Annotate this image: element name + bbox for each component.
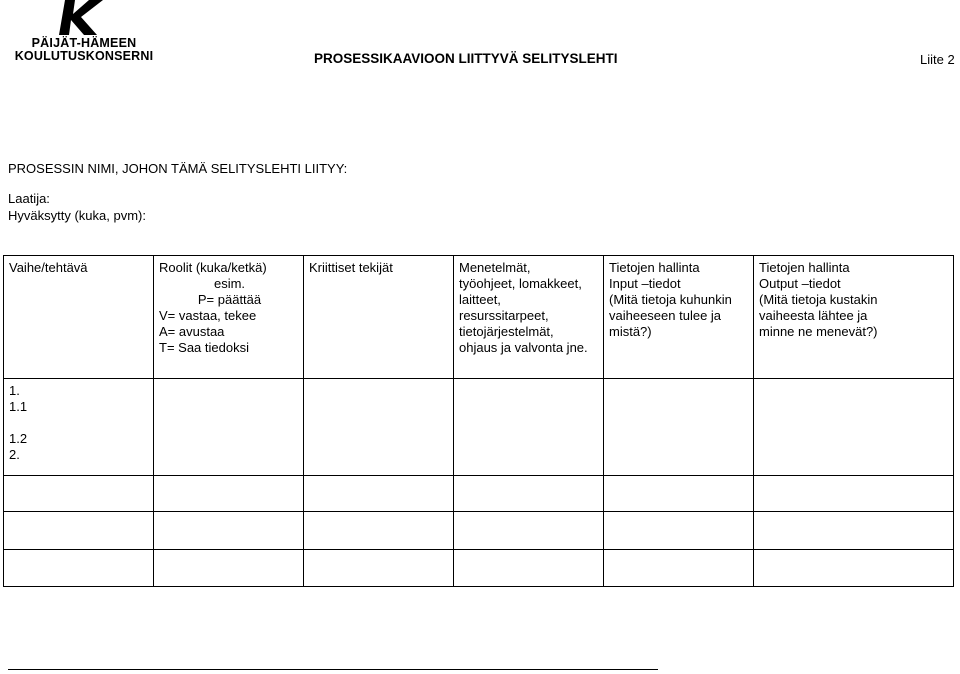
table-cell[interactable] bbox=[304, 476, 454, 512]
table-cell[interactable] bbox=[4, 550, 154, 587]
table-row bbox=[4, 512, 954, 550]
header-output-line: vaiheesta lähtee ja bbox=[759, 308, 868, 323]
process-table bbox=[3, 255, 954, 587]
header-methods-line: ohjaus ja valvonta jne. bbox=[459, 340, 588, 355]
table-cell[interactable] bbox=[604, 379, 754, 476]
table-cell[interactable] bbox=[154, 379, 304, 476]
table-cell[interactable] bbox=[304, 550, 454, 587]
table-cell[interactable] bbox=[754, 550, 954, 587]
header-phase-text: Vaihe/tehtävä bbox=[9, 260, 88, 275]
process-name-label: PROSESSIN NIMI, JOHON TÄMÄ SELITYSLEHTI LIITYY: bbox=[8, 161, 348, 176]
header-critical bbox=[304, 256, 454, 379]
header-input-line: Tietojen hallinta bbox=[609, 260, 700, 275]
header-output bbox=[754, 256, 954, 379]
header-input-line: vaiheeseen tulee ja bbox=[609, 308, 722, 323]
logo-text-line2: KOULUTUSKONSERNI bbox=[14, 49, 154, 63]
logo-k-mark-icon bbox=[51, 0, 111, 35]
table-cell[interactable] bbox=[454, 476, 604, 512]
header-methods-line: laitteet, bbox=[459, 292, 501, 307]
table-cell[interactable] bbox=[604, 550, 754, 587]
header-output-line: minne ne menevät?) bbox=[759, 324, 878, 339]
table-cell[interactable] bbox=[604, 512, 754, 550]
header-roles-line: esim. bbox=[213, 276, 246, 291]
header-methods-line: työohjeet, lomakkeet, bbox=[459, 276, 582, 291]
header-input-line: (Mitä tietoja kuhunkin bbox=[609, 292, 732, 307]
header-roles-line: T= Saa tiedoksi bbox=[159, 340, 249, 355]
table-cell[interactable] bbox=[454, 550, 604, 587]
table-cell[interactable] bbox=[4, 476, 154, 512]
table-cell[interactable] bbox=[754, 379, 954, 476]
table-row bbox=[4, 550, 954, 587]
table-cell[interactable] bbox=[604, 476, 754, 512]
header-methods-line: tietojärjestelmät, bbox=[459, 324, 554, 339]
header-roles-line: V= vastaa, tekee bbox=[159, 308, 257, 323]
header-output-line: Output –tiedot bbox=[759, 276, 841, 291]
table-cell[interactable] bbox=[454, 379, 604, 476]
table-cell[interactable] bbox=[754, 476, 954, 512]
header-roles-line: P= päättää bbox=[197, 292, 262, 307]
header-input-line: mistä?) bbox=[609, 324, 652, 339]
header-input bbox=[604, 256, 754, 379]
header-critical-text: Kriittiset tekijät bbox=[309, 260, 393, 275]
table-cell[interactable] bbox=[154, 512, 304, 550]
table-cell[interactable] bbox=[154, 476, 304, 512]
row-number: 2. bbox=[9, 447, 20, 462]
header-methods bbox=[454, 256, 604, 379]
organization-logo bbox=[9, 0, 159, 66]
table-cell[interactable] bbox=[4, 512, 154, 550]
author-label: Laatija: bbox=[8, 191, 50, 206]
row-number: 1.1 bbox=[9, 399, 28, 414]
document-title: PROSESSIKAAVIOON LIITTYVÄ SELITYSLEHTI bbox=[314, 51, 618, 66]
header-output-line: Tietojen hallinta bbox=[759, 260, 850, 275]
logo-text-line1: PÄIJÄT-HÄMEEN bbox=[31, 36, 137, 50]
table-cell[interactable] bbox=[154, 550, 304, 587]
header-methods-line: resurssitarpeet, bbox=[459, 308, 549, 323]
row-number: 1.2 bbox=[9, 431, 28, 446]
footer-divider bbox=[8, 669, 658, 670]
header-roles bbox=[154, 256, 304, 379]
header-output-line: (Mitä tietoja kustakin bbox=[759, 292, 878, 307]
attachment-label: Liite 2 bbox=[920, 52, 955, 67]
table-row bbox=[4, 379, 954, 476]
header-methods-line: Menetelmät, bbox=[459, 260, 531, 275]
header-roles-line: Roolit (kuka/ketkä) bbox=[159, 260, 267, 275]
table-cell[interactable] bbox=[754, 512, 954, 550]
table-cell[interactable] bbox=[454, 512, 604, 550]
header-roles-line: A= avustaa bbox=[159, 324, 225, 339]
header-input-line: Input –tiedot bbox=[609, 276, 681, 291]
table-cell[interactable] bbox=[304, 379, 454, 476]
table-header-row bbox=[4, 256, 954, 379]
approved-label: Hyväksytty (kuka, pvm): bbox=[8, 208, 146, 223]
table-cell[interactable] bbox=[304, 512, 454, 550]
header-phase bbox=[4, 256, 154, 379]
row-spacer bbox=[9, 415, 150, 431]
table-row bbox=[4, 476, 954, 512]
row-number: 1. bbox=[9, 383, 20, 398]
table-cell-phase[interactable] bbox=[4, 379, 154, 476]
